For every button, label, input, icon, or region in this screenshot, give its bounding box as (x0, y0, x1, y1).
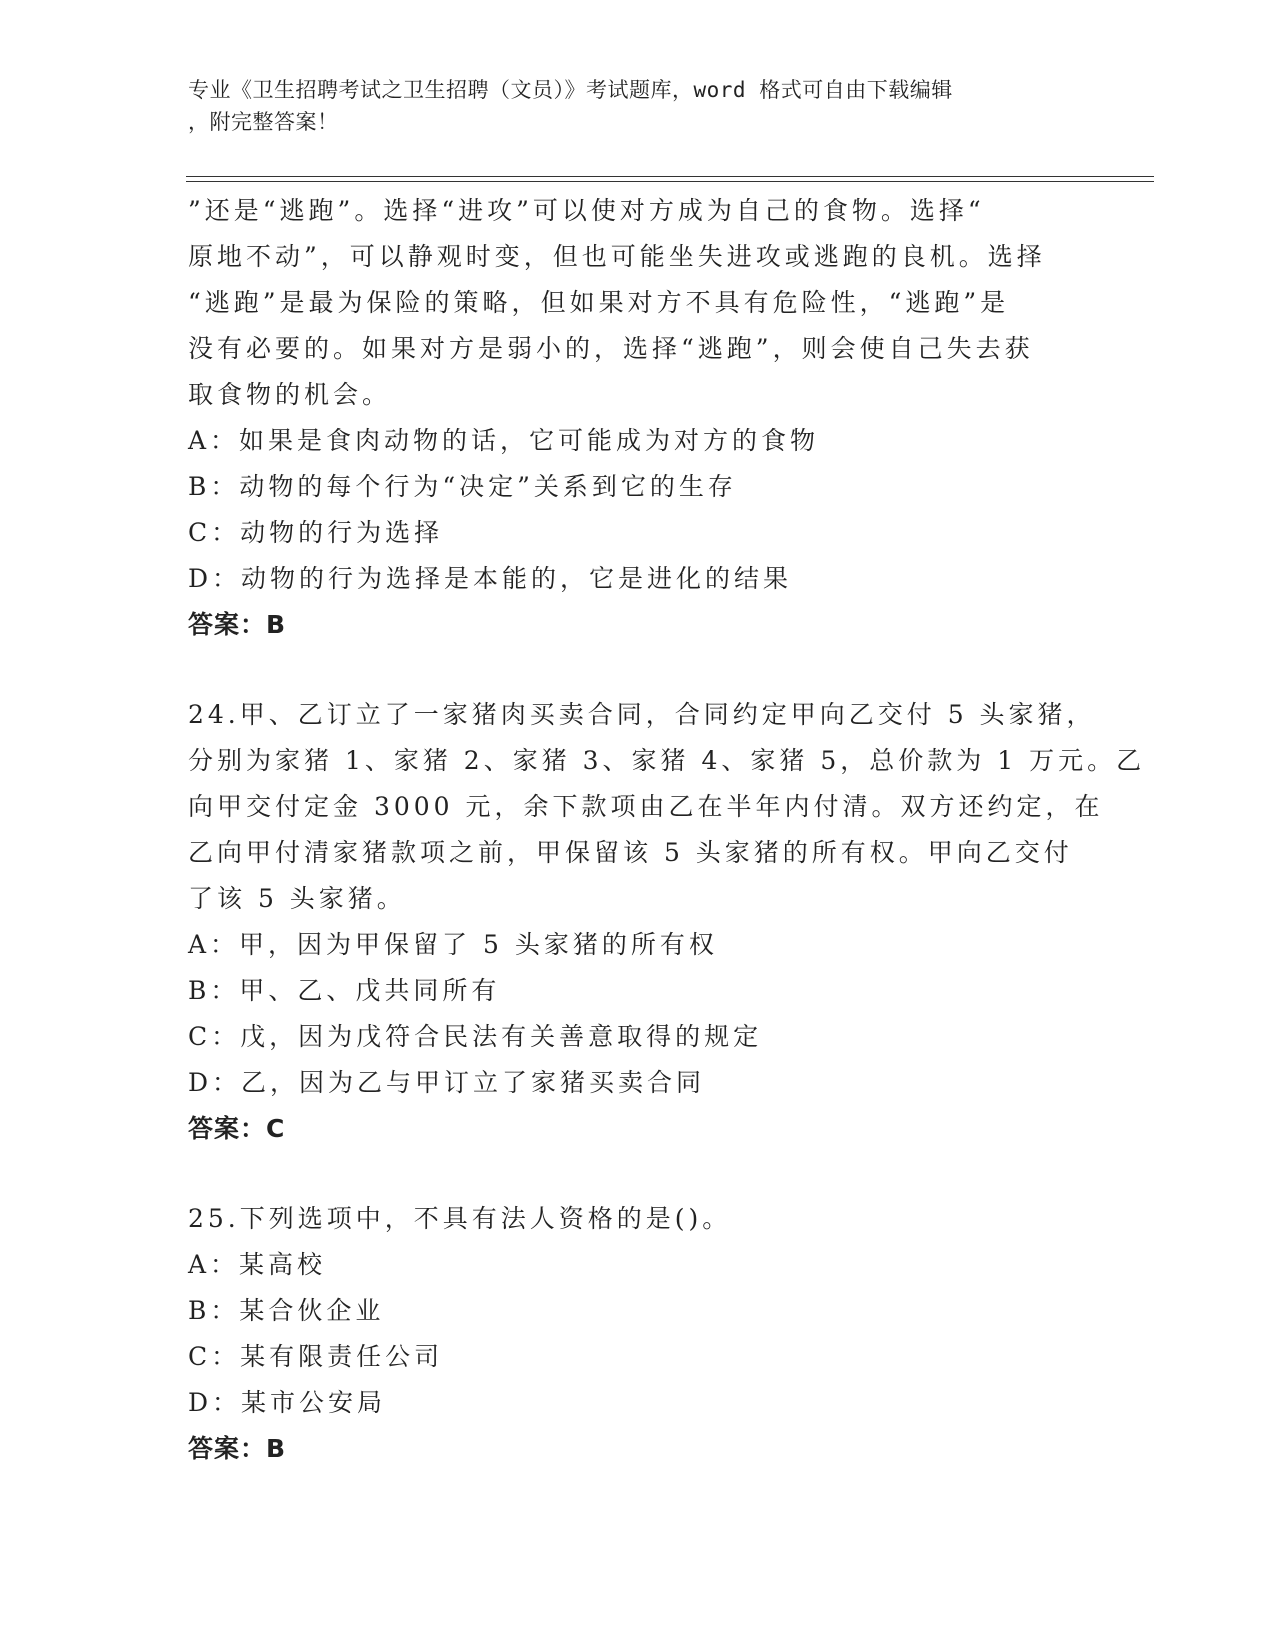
question-24-answer: 答案：C (188, 1114, 286, 1143)
option-b: B：某合伙企业 (188, 1296, 385, 1325)
question-line: 24.甲、乙订立了一家猪肉买卖合同，合同约定甲向乙交付 5 头家猪， (188, 700, 1096, 729)
option-a: A：甲，因为甲保留了 5 头家猪的所有权 (188, 930, 718, 959)
header-line-2: ，附完整答案！ (188, 110, 339, 134)
document-header (188, 74, 1088, 138)
question-line: 乙向甲付清家猪款项之前，甲保留该 5 头家猪的所有权。甲向乙交付 (188, 838, 1073, 867)
option-a: A：某高校 (188, 1250, 327, 1279)
option-d: D：动物的行为选择是本能的，它是进化的结果 (188, 564, 793, 593)
header-divider-bottom (186, 181, 1154, 182)
header-divider-top (186, 176, 1154, 177)
question-25-options (188, 1242, 1088, 1426)
spacer (188, 648, 1088, 692)
option-b: B：动物的每个行为“决定”关系到它的生存 (188, 472, 737, 501)
question-line: 取食物的机会。 (188, 380, 392, 409)
question-24-stem (188, 692, 1146, 922)
question-line: 原地不动”，可以静观时变，但也可能坐失进攻或逃跑的良机。选择 (188, 242, 1046, 271)
question-23-stem (188, 188, 1088, 418)
question-24-options (188, 922, 1088, 1106)
document-body (188, 188, 1146, 1472)
spacer (188, 1152, 1088, 1196)
question-25-stem (188, 1196, 1088, 1242)
option-d: D：乙，因为乙与甲订立了家猪买卖合同 (188, 1068, 706, 1097)
option-c: C：动物的行为选择 (188, 518, 444, 547)
question-23-answer: 答案：B (188, 610, 287, 639)
option-b: B：甲、乙、戊共同所有 (188, 976, 501, 1005)
question-line: 向甲交付定金 3000 元，余下款项由乙在半年内付清。双方还约定，在 (188, 792, 1104, 821)
question-line: 了该 5 头家猪。 (188, 884, 406, 913)
question-line: “逃跑”是最为保险的策略，但如果对方不具有危险性，“逃跑”是 (188, 288, 1010, 317)
question-line: ”还是“逃跑”。选择“进攻”可以使对方成为自己的食物。选择“ (188, 196, 985, 225)
question-25-answer: 答案：B (188, 1434, 287, 1463)
option-c: C：某有限责任公司 (188, 1342, 444, 1371)
option-a: A：如果是食肉动物的话，它可能成为对方的食物 (188, 426, 820, 455)
question-line: 25.下列选项中，不具有法人资格的是()。 (188, 1204, 732, 1233)
question-23-options (188, 418, 1088, 602)
option-d: D：某市公安局 (188, 1388, 387, 1417)
question-line: 没有必要的。如果对方是弱小的，选择“逃跑”，则会使自己失去获 (188, 334, 1034, 363)
header-line-1: 专业《卫生招聘考试之卫生招聘（文员）》考试题库，word 格式可自由下载编辑 (188, 78, 953, 102)
option-c: C：戊，因为戊符合民法有关善意取得的规定 (188, 1022, 763, 1051)
question-line: 分别为家猪 1、家猪 2、家猪 3、家猪 4、家猪 5，总价款为 1 万元。乙 (188, 746, 1146, 775)
